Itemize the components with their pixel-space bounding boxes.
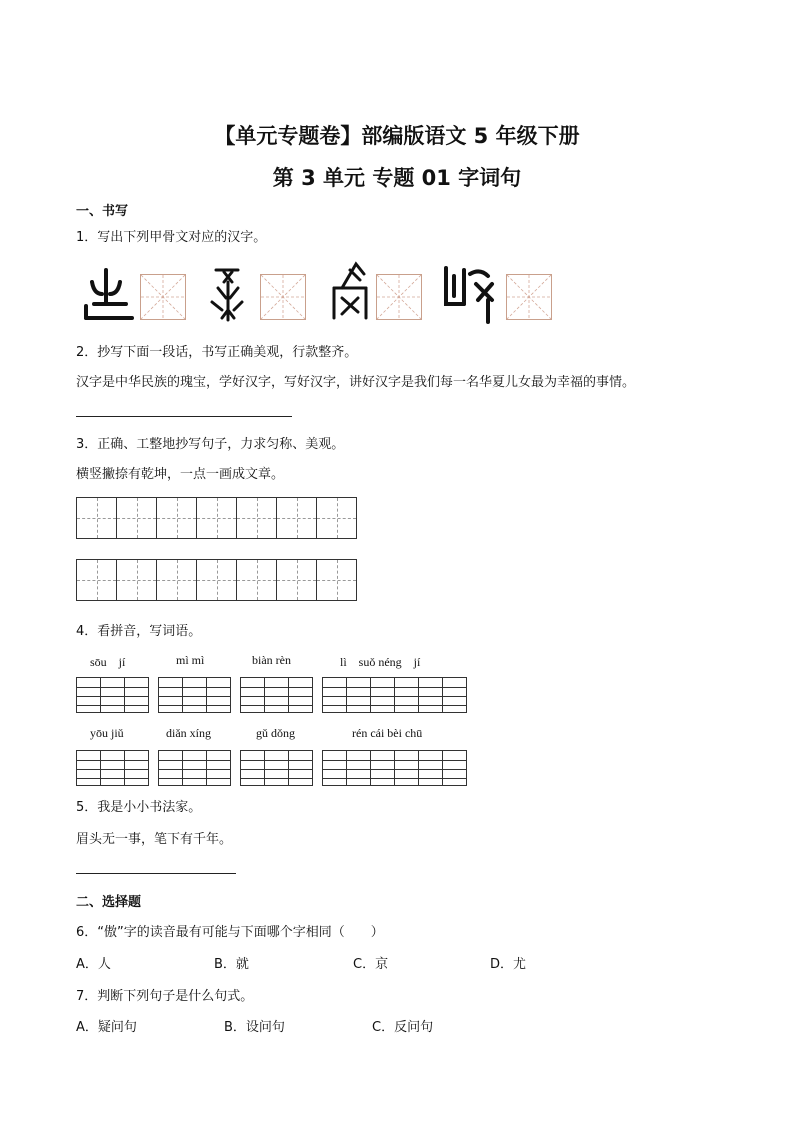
answer-line-2[interactable] [76,416,292,417]
question-7: 7．判断下列句子是什么句式。 [76,989,254,1004]
pinyin-8: rén cái bèi chū [352,726,423,740]
word-box-4[interactable] [322,677,466,713]
question-5-text: 眉头无一事，笔下有千年。 [76,832,233,847]
pinyin-1: sōu jí [90,655,126,669]
answer-grid-4[interactable] [506,274,552,320]
question-2-text: 汉字是中华民族的瑰宝，学好汉字，写好汉字，讲好汉字是我们每一名华夏儿女最为幸福的事情。 [76,375,636,390]
word-box-7[interactable] [240,750,312,786]
writing-grid-row-1[interactable] [76,497,356,539]
answer-grid-2[interactable] [260,274,306,320]
q6-option-c[interactable]: C．京 [353,957,389,972]
word-box-2[interactable] [158,677,230,713]
section-heading-choice: 二、选择题 [76,895,142,910]
answer-grid-1[interactable] [140,274,186,320]
word-box-3[interactable] [240,677,312,713]
pinyin-4: lì suǒ néng jí [340,655,421,669]
q7-option-a[interactable]: A．疑问句 [76,1020,137,1035]
page-title: 【单元专题卷】部编版语文 5 年级下册 [214,124,580,148]
page-subtitle: 第 3 单元 专题 01 字词句 [272,166,522,190]
pinyin-2: mì mì [176,653,205,667]
q6-option-b[interactable]: B．就 [214,957,249,972]
writing-grid-row-2[interactable] [76,559,356,601]
pinyin-3: biàn rèn [252,653,291,667]
word-box-5[interactable] [76,750,148,786]
question-1: 1．写出下列甲骨文对应的汉字。 [76,230,267,245]
oracle-glyph-4-icon [440,260,504,324]
section-heading-writing: 一、书写 [76,204,129,219]
pinyin-5: yōu jiǔ [90,726,124,740]
answer-grid-3[interactable] [376,274,422,320]
answer-line-5[interactable] [76,873,236,874]
q6-option-a[interactable]: A．人 [76,957,111,972]
question-3-text: 横竖撇捺有乾坤，一点一画成文章。 [76,467,285,482]
oracle-row [76,262,556,324]
pinyin-6: diǎn xíng [166,726,211,740]
question-2: 2．抄写下面一段话，书写正确美观，行款整齐。 [76,345,358,360]
question-4: 4．看拼音，写词语。 [76,624,202,639]
question-5: 5．我是小小书法家。 [76,800,202,815]
word-box-6[interactable] [158,750,230,786]
word-box-8[interactable] [322,750,466,786]
q7-option-c[interactable]: C．反问句 [372,1020,434,1035]
q6-option-d[interactable]: D．尤 [490,957,527,972]
pinyin-7: gǔ dǒng [256,726,295,740]
word-box-1[interactable] [76,677,148,713]
oracle-glyph-1-icon [76,264,136,324]
oracle-glyph-2-icon [202,262,262,324]
oracle-glyph-3-icon [322,258,382,320]
question-3: 3．正确、工整地抄写句子，力求匀称、美观。 [76,437,345,452]
q7-option-b[interactable]: B．设问句 [224,1020,285,1035]
question-6: 6．“傲”字的读音最有可能与下面哪个字相同（ ） [76,925,384,940]
